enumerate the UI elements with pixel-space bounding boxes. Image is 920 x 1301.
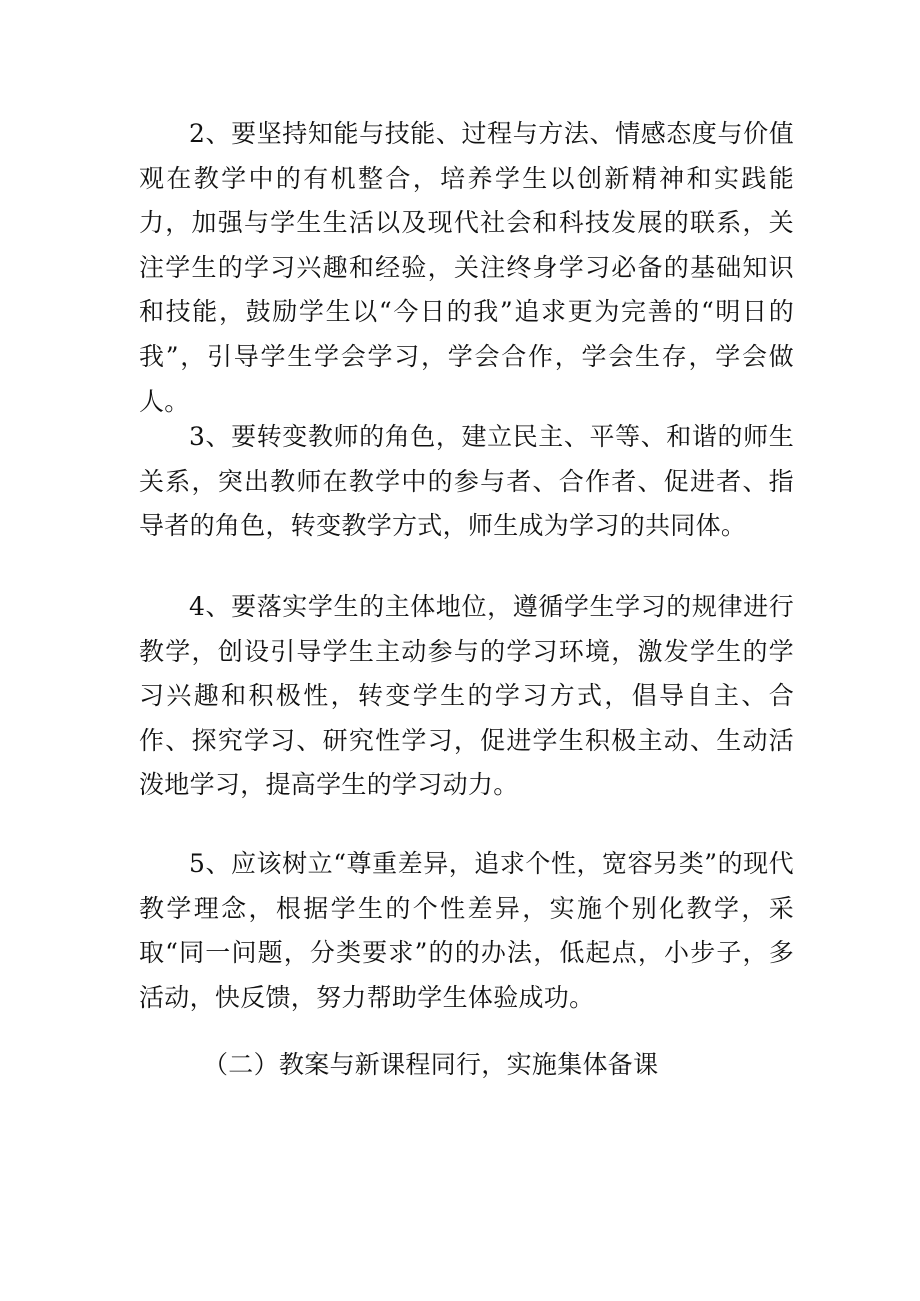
paragraph-item-5: 5、应该树立“尊重差异，追求个性，宽容另类”的现代教学理念，根据学生的个性差异，实施个别化教学，采取“同一问题，分类要求”的的办法，低起点，小步子，多活动，快反馈，努力帮助学生体验成功。 [139,849,794,1012]
paragraph-item-4: 4、要落实学生的主体地位，遵循学生学习的规律进行教学，创设引导学生主动参与的学习环境，激发学生的学习兴趣和积极性，转变学生的学习方式，倡导自主、合作、探究学习、研究性学习，促进学生积极主动、生动活泼地学习，提高学生的学习动力。 [139,592,794,800]
paragraph-item-2: 2、要坚持知能与技能、过程与方法、情感态度与价值观在教学中的有机整合，培养学生以创新精神和实践能力，加强与学生生活以及现代社会和科技发展的联系，关注学生的学习兴趣和经验，关注终身学习必备的基础知识和技能，鼓励学生以“今日的我”追求更为完善的“明日的我”，引导学生学会学习，学会合作，学会生存，学会做人。 [139,119,794,416]
paragraph-item-3: 3、要转变教师的角色，建立民主、平等、和谐的师生关系，突出教师在教学中的参与者、合作者、促进者、指导者的角色，转变教学方式，师生成为学习的共同体。 [139,422,794,541]
section-heading: （二）教案与新课程同行，实施集体备课 [203,1050,659,1079]
